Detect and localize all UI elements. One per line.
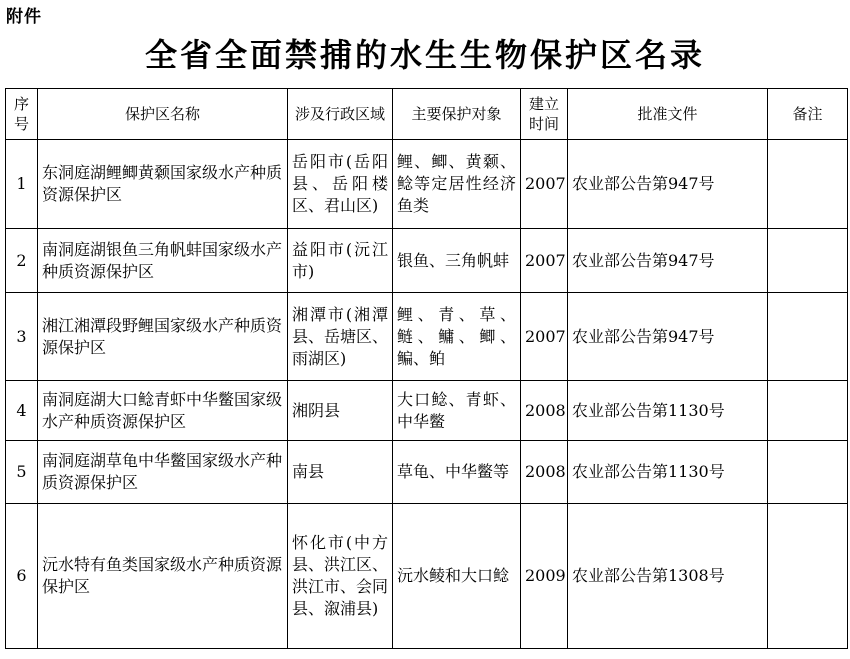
cell-region: 岳阳市(岳阳县、岳阳楼区、君山区) bbox=[288, 140, 393, 229]
header-year: 建立时间 bbox=[521, 89, 568, 140]
cell-note bbox=[768, 229, 848, 293]
cell-year: 2007 bbox=[521, 293, 568, 381]
cell-name: 南洞庭湖银鱼三角帆蚌国家级水产种质资源保护区 bbox=[38, 229, 288, 293]
cell-targets: 鲤、鲫、黄颡、鲶等定居性经济鱼类 bbox=[393, 140, 521, 229]
header-region: 涉及行政区域 bbox=[288, 89, 393, 140]
cell-doc: 农业部公告第947号 bbox=[568, 140, 768, 229]
cell-year: 2009 bbox=[521, 504, 568, 649]
cell-note bbox=[768, 504, 848, 649]
cell-doc: 农业部公告第1130号 bbox=[568, 381, 768, 441]
table-row bbox=[6, 229, 848, 293]
cell-region: 湘潭市(湘潭县、岳塘区、雨湖区) bbox=[288, 293, 393, 381]
cell-name: 南洞庭湖草龟中华鳖国家级水产种质资源保护区 bbox=[38, 441, 288, 504]
header-doc: 批准文件 bbox=[568, 89, 768, 140]
cell-note bbox=[768, 381, 848, 441]
header-seq: 序号 bbox=[6, 89, 38, 140]
cell-doc: 农业部公告第1130号 bbox=[568, 441, 768, 504]
cell-targets: 沅水鲮和大口鲶 bbox=[393, 504, 521, 649]
cell-name: 沅水特有鱼类国家级水产种质资源保护区 bbox=[38, 504, 288, 649]
cell-year: 2008 bbox=[521, 381, 568, 441]
cell-year: 2008 bbox=[521, 441, 568, 504]
cell-seq: 4 bbox=[6, 381, 38, 441]
header-note: 备注 bbox=[768, 89, 848, 140]
cell-targets: 草龟、中华鳖等 bbox=[393, 441, 521, 504]
table-row bbox=[6, 504, 848, 649]
cell-name: 湘江湘潭段野鲤国家级水产种质资源保护区 bbox=[38, 293, 288, 381]
cell-seq: 2 bbox=[6, 229, 38, 293]
cell-doc: 农业部公告第947号 bbox=[568, 229, 768, 293]
cell-seq: 6 bbox=[6, 504, 38, 649]
cell-note bbox=[768, 441, 848, 504]
cell-region: 南县 bbox=[288, 441, 393, 504]
document-title: 全省全面禁捕的水生生物保护区名录 bbox=[144, 36, 705, 74]
table-row bbox=[6, 441, 848, 504]
header-targets: 主要保护对象 bbox=[393, 89, 521, 140]
cell-note bbox=[768, 293, 848, 381]
header-name: 保护区名称 bbox=[38, 89, 288, 140]
cell-targets: 鲤、青、草、鲢、鳙、鲫、鳊、鲌 bbox=[393, 293, 521, 381]
cell-year: 2007 bbox=[521, 229, 568, 293]
cell-doc: 农业部公告第1308号 bbox=[568, 504, 768, 649]
cell-seq: 3 bbox=[6, 293, 38, 381]
cell-region: 益阳市(沅江市) bbox=[288, 229, 393, 293]
cell-year: 2007 bbox=[521, 140, 568, 229]
cell-doc: 农业部公告第947号 bbox=[568, 293, 768, 381]
cell-targets: 银鱼、三角帆蚌 bbox=[393, 229, 521, 293]
cell-region: 湘阴县 bbox=[288, 381, 393, 441]
table-row bbox=[6, 381, 848, 441]
reserve-table bbox=[5, 88, 848, 649]
cell-targets: 大口鲶、青虾、中华鳖 bbox=[393, 381, 521, 441]
table-header-row bbox=[6, 89, 848, 140]
table-row bbox=[6, 293, 848, 381]
attachment-label: 附件 bbox=[6, 7, 42, 27]
cell-note bbox=[768, 140, 848, 229]
cell-seq: 5 bbox=[6, 441, 38, 504]
cell-seq: 1 bbox=[6, 140, 38, 229]
cell-region: 怀化市(中方县、洪江区、洪江市、会同县、溆浦县) bbox=[288, 504, 393, 649]
cell-name: 东洞庭湖鲤鲫黄颡国家级水产种质资源保护区 bbox=[38, 140, 288, 229]
cell-name: 南洞庭湖大口鲶青虾中华鳖国家级水产种质资源保护区 bbox=[38, 381, 288, 441]
table-row bbox=[6, 140, 848, 229]
